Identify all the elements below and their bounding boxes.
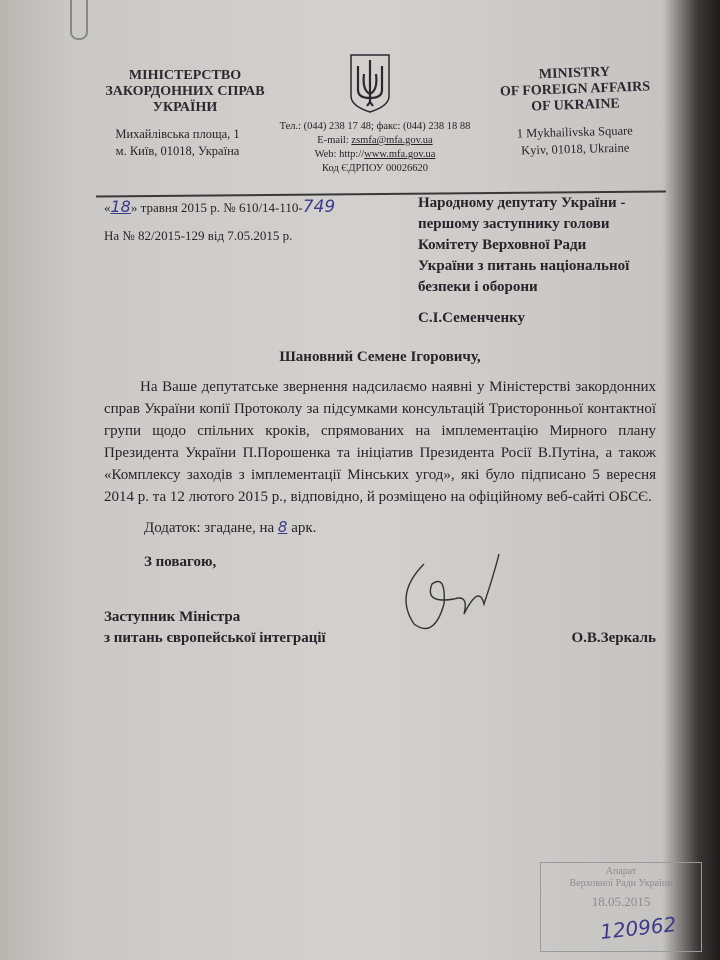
letterhead-left-title [95, 68, 275, 116]
attachment-prefix: Додаток: згадане, на [144, 520, 278, 536]
address-line: Kyiv, 01018, Ukraine [520, 140, 630, 158]
salutation: Шановний Семене Ігоровичу, [279, 349, 481, 365]
address-line: м. Київ, 01018, Україна [115, 144, 240, 158]
title-line: Заступник Міністра [104, 609, 241, 625]
email-link[interactable]: zsmfa@mfa.gov.ua [351, 135, 433, 146]
addressee-line: Комітету Верховної Ради [418, 237, 587, 253]
date-number-text: » травня 2015 р. № 610/14-110- [130, 200, 303, 215]
title-line: ЗАКОРДОННИХ СПРАВ [105, 84, 265, 99]
handwritten-pages: 8 [277, 518, 288, 536]
coat-of-arms-icon [348, 52, 392, 119]
addressee-block [418, 193, 688, 329]
addressee-name: С.І.Семенченку [418, 310, 526, 326]
web-link[interactable]: www.mfa.gov.ua [364, 149, 436, 160]
letterhead-right-address [495, 122, 656, 160]
title-line: МІНІСТЕРСТВО [128, 68, 242, 83]
addressee-line: безпеки і оборони [418, 279, 538, 295]
letterhead-left-address [95, 126, 260, 160]
addressee-line: першому заступнику голови [418, 216, 610, 232]
signature [384, 589, 514, 649]
letterhead-right-title [489, 63, 661, 117]
signatory-title [104, 607, 326, 649]
handwritten-registration-number: 120962 [598, 912, 678, 944]
reply-reference: На № 82/2015-129 від 7.05.2015 р. [104, 228, 293, 243]
title-line: УКРАЇНИ [152, 100, 218, 115]
email-label: E-mail: [317, 135, 352, 146]
phone-fax: Тел.: (044) 238 17 48; факс: (044) 238 18 88 [279, 121, 471, 132]
letter-body: На Ваше депутатське звернення надсилаємо наявні у Міністерстві закордонних справ України копії Протоколу за підсумками консультацій Тристоронньої контактної групи щодо спільних кроків, спрямованих на імплементацію Мирного плану Президента України П.Порошенка та ініціатив Президента Росії В.Путіна, а також «Комплексу заходів з імплементації Мінських угод», які було підписано 5 вересня 2014 р. та 12 лютого 2015 р., відповідно, й розміщено на офіційному веб-сайті ОБСЄ. [104, 379, 656, 505]
signature-row [104, 589, 656, 649]
addressee-line: України з питань національної [418, 258, 630, 274]
letterhead-contact [265, 120, 485, 176]
stamp-line: Верховної Ради України [569, 878, 673, 889]
attachment-suffix: арк. [287, 520, 317, 536]
letter-content [104, 346, 656, 649]
binder-clip [70, 0, 88, 40]
stamp-date: 18.05.2015 [591, 894, 651, 909]
signatory-name: О.В.Зеркаль [571, 630, 656, 646]
closing: З повагою, [144, 554, 217, 570]
title-line: MINISTRY [538, 64, 611, 83]
title-line: OF UKRAINE [531, 96, 621, 115]
attachment-note [104, 516, 656, 539]
title-line: OF FOREIGN AFFAIRS [499, 79, 651, 100]
addressee-line: Народному депутату України - [418, 195, 626, 211]
web-label: Web: http:// [314, 149, 365, 160]
edrpou-code: Код ЄДРПОУ 00026620 [322, 163, 428, 174]
outgoing-reference: «18» травня 2015 р. № 610/14-110-749 [104, 197, 336, 217]
address-line: Михайлівська площа, 1 [115, 127, 240, 141]
stamp-line: Апарат [605, 866, 637, 877]
title-line: з питань європейської інтеграції [104, 630, 326, 646]
handwritten-number: 749 [302, 197, 336, 217]
address-line: 1 Mykhailivska Square [516, 123, 633, 141]
handwritten-day: 18 [110, 197, 131, 216]
